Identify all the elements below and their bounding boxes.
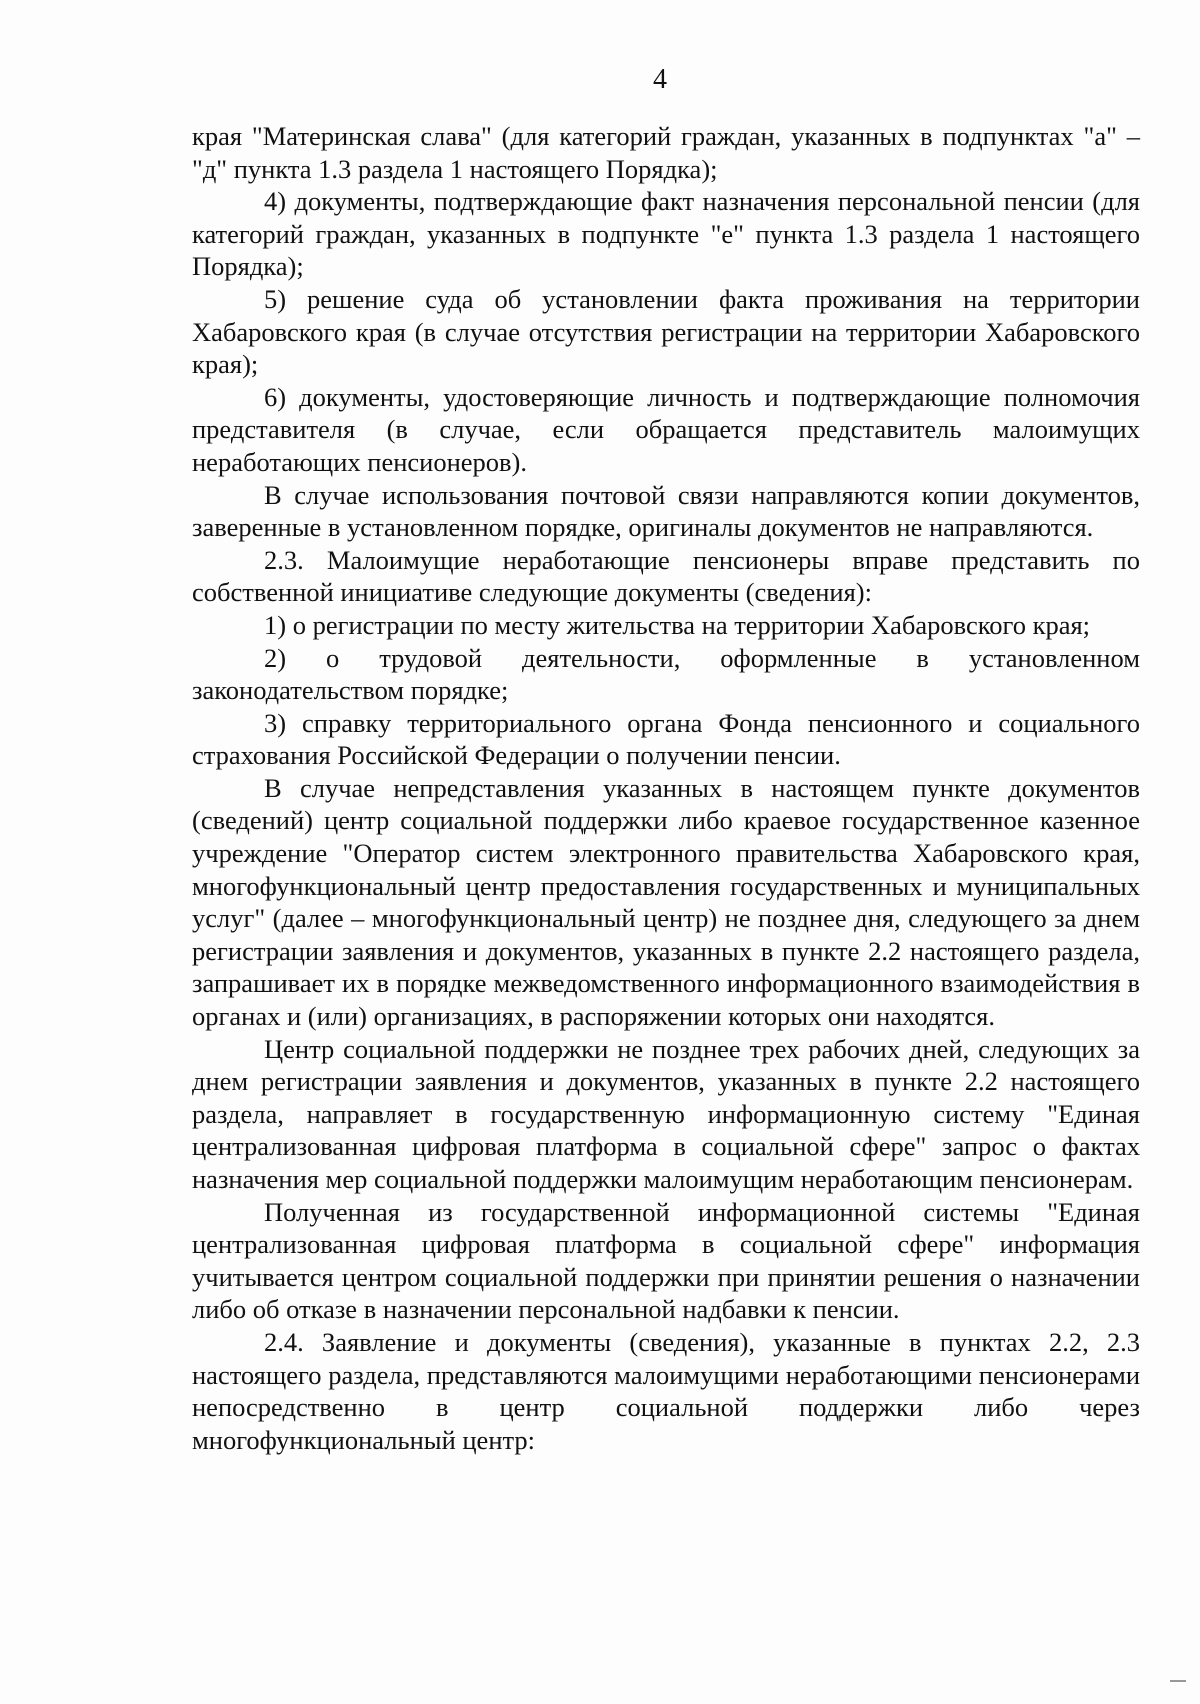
paragraph: 2.4. Заявление и документы (сведения), указанные в пунктах 2.2, 2.3 настоящего раздела, представляются малоимущими неработающими пенсионерами непосредственно в центр социальной поддержки либо через многофункциональный центр: xyxy=(192,1326,1140,1455)
paragraph: Полученная из государственной информационной системы "Единая централизованная цифровая платформа в социальной сфере" информация учитывается центром социальной поддержки при принятии решения о назначении либо об отказе в назначении персональной надбавки к пенсии. xyxy=(192,1196,1140,1325)
paragraph: В случае использования почтовой связи направляются копии документов, заверенные в установленном порядке, оригиналы документов не направляются. xyxy=(192,479,1140,543)
paragraph: В случае непредставления указанных в настоящем пункте документов (сведений) центр социальной поддержки либо краевое государственное казенное учреждение "Оператор систем электронного правительства Хабаровского края, многофункциональный центр предоставления государственных и муниципальных услуг" (далее – многофункциональный центр) не позднее дня, следующего за днем регистрации заявления и документов, указанных в пункте 2.2 настоящего раздела, запрашивает их в порядке межведомственного информационного взаимодействия в органах и (или) организациях, в распоряжении которых они находятся. xyxy=(192,772,1140,1032)
document-body xyxy=(192,120,1140,1456)
page-number: 4 xyxy=(653,64,667,95)
paragraph: 3) справку территориального органа Фонда пенсионного и социального страхования Российской Федерации о получении пенсии. xyxy=(192,707,1140,771)
paragraph: края "Материнская слава" (для категорий граждан, указанных в подпунктах "а" – "д" пункта 1.3 раздела 1 настоящего Порядка); xyxy=(192,121,1140,184)
scan-margin-mark xyxy=(1170,1680,1186,1682)
paragraph: 2) о трудовой деятельности, оформленные в установленном законодательством порядке; xyxy=(192,642,1140,706)
paragraph: Центр социальной поддержки не позднее трех рабочих дней, следующих за днем регистрации заявления и документов, указанных в пункте 2.2 настоящего раздела, направляет в государственную информационную систему "Единая централизованная цифровая платформа в социальной сфере" запрос о фактах назначения мер социальной поддержки малоимущим неработающим пенсионерам. xyxy=(192,1033,1140,1194)
paragraph: 6) документы, удостоверяющие личность и подтверждающие полномочия представителя (в случае, если обращается представитель малоимущих неработающих пенсионеров). xyxy=(192,381,1140,477)
paragraph: 4) документы, подтверждающие факт назначения персональной пенсии (для категорий граждан, указанных в подпункте "е" пункта 1.3 раздела 1 настоящего Порядка); xyxy=(192,186,1140,282)
paragraph: 2.3. Малоимущие неработающие пенсионеры вправе представить по собственной инициативе следующие документы (сведения): xyxy=(192,544,1140,608)
paragraph: 1) о регистрации по месту жительства на территории Хабаровского края; xyxy=(264,609,1091,640)
paragraph: 5) решение суда об установлении факта проживания на территории Хабаровского края (в случае отсутствия регистрации на территории Хабаровского края); xyxy=(192,283,1140,380)
